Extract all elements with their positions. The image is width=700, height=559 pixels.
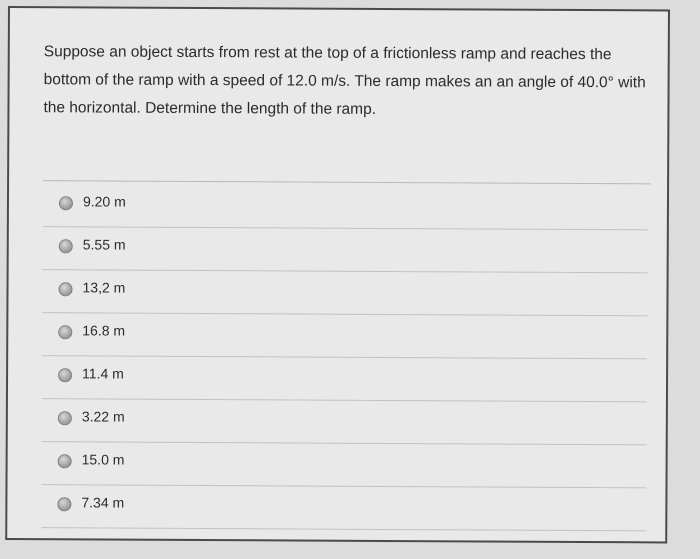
answer-options [41, 184, 648, 531]
answer-option-label: 16.8 m [82, 322, 126, 339]
radio-button-icon[interactable] [58, 325, 72, 339]
answer-option[interactable] [41, 485, 646, 531]
answer-option-label: 15.0 m [81, 451, 125, 468]
question-card [5, 6, 670, 543]
answer-option-label: 7.34 m [81, 494, 125, 511]
answer-option-label: 5.55 m [82, 236, 126, 253]
answer-option[interactable] [42, 399, 647, 445]
radio-button-icon[interactable] [58, 282, 72, 296]
answer-option-label: 11.4 m [82, 365, 124, 382]
radio-button-icon[interactable] [59, 196, 73, 210]
radio-button-icon[interactable] [59, 239, 73, 253]
answer-option-label: 9.20 m [82, 193, 126, 210]
answer-option[interactable] [43, 184, 648, 230]
question-text: Suppose an object starts from rest at the top of a frictionless ramp and reaches the bottom of the ramp with a speed of 12.0 m/s. The ramp makes an an angle of 40.0° with the horizontal. Determine the length of the ramp. [43, 43, 646, 118]
answer-option[interactable] [42, 313, 647, 359]
radio-button-icon[interactable] [58, 368, 72, 382]
radio-button-icon[interactable] [57, 497, 71, 511]
radio-button-icon[interactable] [58, 411, 72, 425]
answer-option[interactable] [42, 356, 647, 402]
answer-option-label: 13,2 m [82, 279, 126, 296]
answer-option[interactable] [41, 442, 646, 488]
radio-button-icon[interactable] [58, 454, 72, 468]
answer-option-label: 3.22 m [81, 408, 125, 425]
answer-option[interactable] [42, 270, 647, 316]
answer-option[interactable] [43, 227, 648, 273]
